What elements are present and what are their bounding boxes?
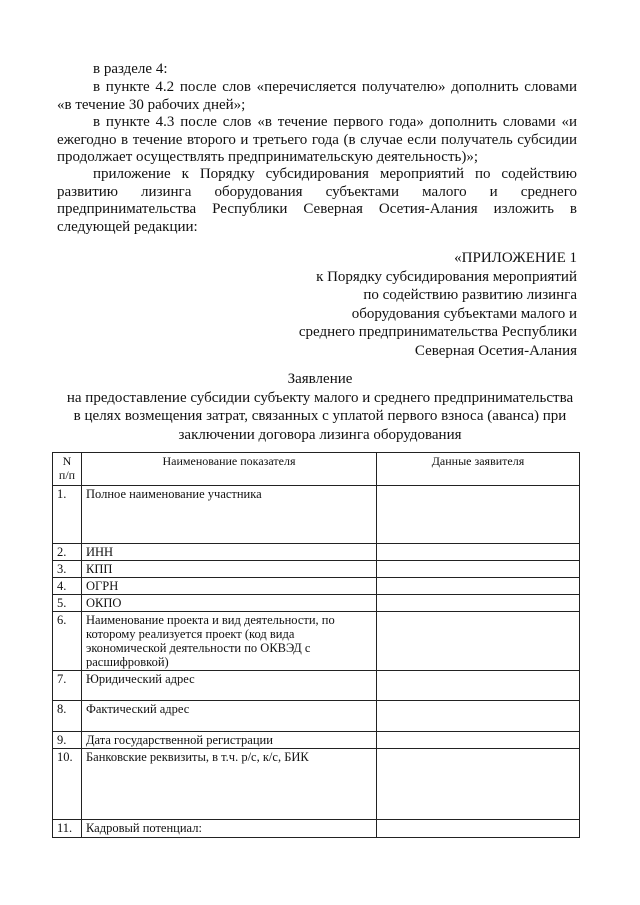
row-value xyxy=(377,561,580,578)
title-line: в целях возмещения затрат, связанных с уплатой первого взноса (аванса) при xyxy=(73,408,567,424)
table-row xyxy=(53,595,580,612)
row-num: 10. xyxy=(53,749,82,820)
row-num: 8. xyxy=(53,701,82,732)
title-line: заключении договора лизинга оборудования xyxy=(178,426,462,443)
row-value xyxy=(377,612,580,671)
row-name: КПП xyxy=(82,561,377,578)
table-row xyxy=(53,820,580,838)
header-data: Данные заявителя xyxy=(377,453,580,486)
appendix-line: Северная Осетия-Алания xyxy=(414,342,577,359)
row-num: 5. xyxy=(53,595,82,612)
row-value xyxy=(377,732,580,749)
table-row xyxy=(53,732,580,749)
table-row xyxy=(53,486,580,544)
title-line: на предоставление субсидии субъекту малого и среднего предпринимательства xyxy=(66,389,574,406)
row-num: 2. xyxy=(53,544,82,561)
row-name: Кадровый потенциал: xyxy=(82,820,377,838)
row-value xyxy=(377,578,580,595)
row-name: Банковские реквизиты, в т.ч. р/с, к/с, БИК xyxy=(82,749,377,820)
row-name: ОГРН xyxy=(82,578,377,595)
row-num: 6. xyxy=(53,612,82,671)
header-name: Наименование показателя xyxy=(82,453,377,486)
appendix-line: по содействию развитию лизинга xyxy=(363,287,577,303)
row-value xyxy=(377,671,580,701)
row-name: Фактический адрес xyxy=(82,701,377,732)
table-row xyxy=(53,561,580,578)
row-name: Полное наименование участника xyxy=(82,486,377,544)
document-title xyxy=(40,370,600,444)
row-value xyxy=(377,595,580,612)
appendix-line: среднего предпринимательства Республики xyxy=(298,324,577,340)
row-name: Наименование проекта и вид деятельности, по которому реализуется проект (код вида экономической деятельности по ОКВЭД с расшифровкой) xyxy=(82,612,377,671)
row-num: 4. xyxy=(53,578,82,595)
row-name: Юридический адрес xyxy=(82,671,377,701)
row-name: ИНН xyxy=(82,544,377,561)
appendix-header xyxy=(250,249,577,360)
paragraph-item-4-2: в пункте 4.2 после слов «перечисляется получателю» дополнить словами «в течение 30 рабочих дней»; xyxy=(57,79,577,113)
row-num: 1. xyxy=(53,486,82,544)
header-num: N п/п xyxy=(53,453,82,486)
paragraph-section: в разделе 4: xyxy=(93,61,168,77)
row-name: ОКПО xyxy=(82,595,377,612)
row-num: 11. xyxy=(53,820,82,838)
row-name: Дата государственной регистрации xyxy=(82,732,377,749)
row-value xyxy=(377,820,580,838)
row-value xyxy=(377,544,580,561)
table-row xyxy=(53,578,580,595)
appendix-line: «ПРИЛОЖЕНИЕ 1 xyxy=(454,250,577,266)
row-num: 3. xyxy=(53,561,82,578)
row-num: 7. xyxy=(53,671,82,701)
table-row xyxy=(53,749,580,820)
appendix-line: к Порядку субсидирования мероприятий xyxy=(316,268,577,285)
table-row xyxy=(53,671,580,701)
row-value xyxy=(377,749,580,820)
table-row xyxy=(53,701,580,732)
title-line: Заявление xyxy=(287,371,353,387)
table-row xyxy=(53,544,580,561)
paragraph-item-4-3: в пункте 4.3 после слов «в течение первого года» дополнить словами «и ежегодно в течение второго и третьего года (в случае если получатель субсидии продолжает осуществлять предпринимательскую деятельность)»; xyxy=(57,114,577,165)
table-header-row xyxy=(53,453,580,486)
appendix-line: оборудования субъектами малого и xyxy=(351,305,577,322)
row-value xyxy=(377,486,580,544)
paragraph-appendix-edit: приложение к Порядку субсидирования мероприятий по содействию развитию лизинга оборудования субъектами малого и среднего предпринимательства Республики Северная Осетия-Алания изложить в следующей редакции: xyxy=(57,166,577,235)
row-num: 9. xyxy=(53,732,82,749)
table-row xyxy=(53,612,580,671)
application-table xyxy=(52,452,580,838)
row-value xyxy=(377,701,580,732)
